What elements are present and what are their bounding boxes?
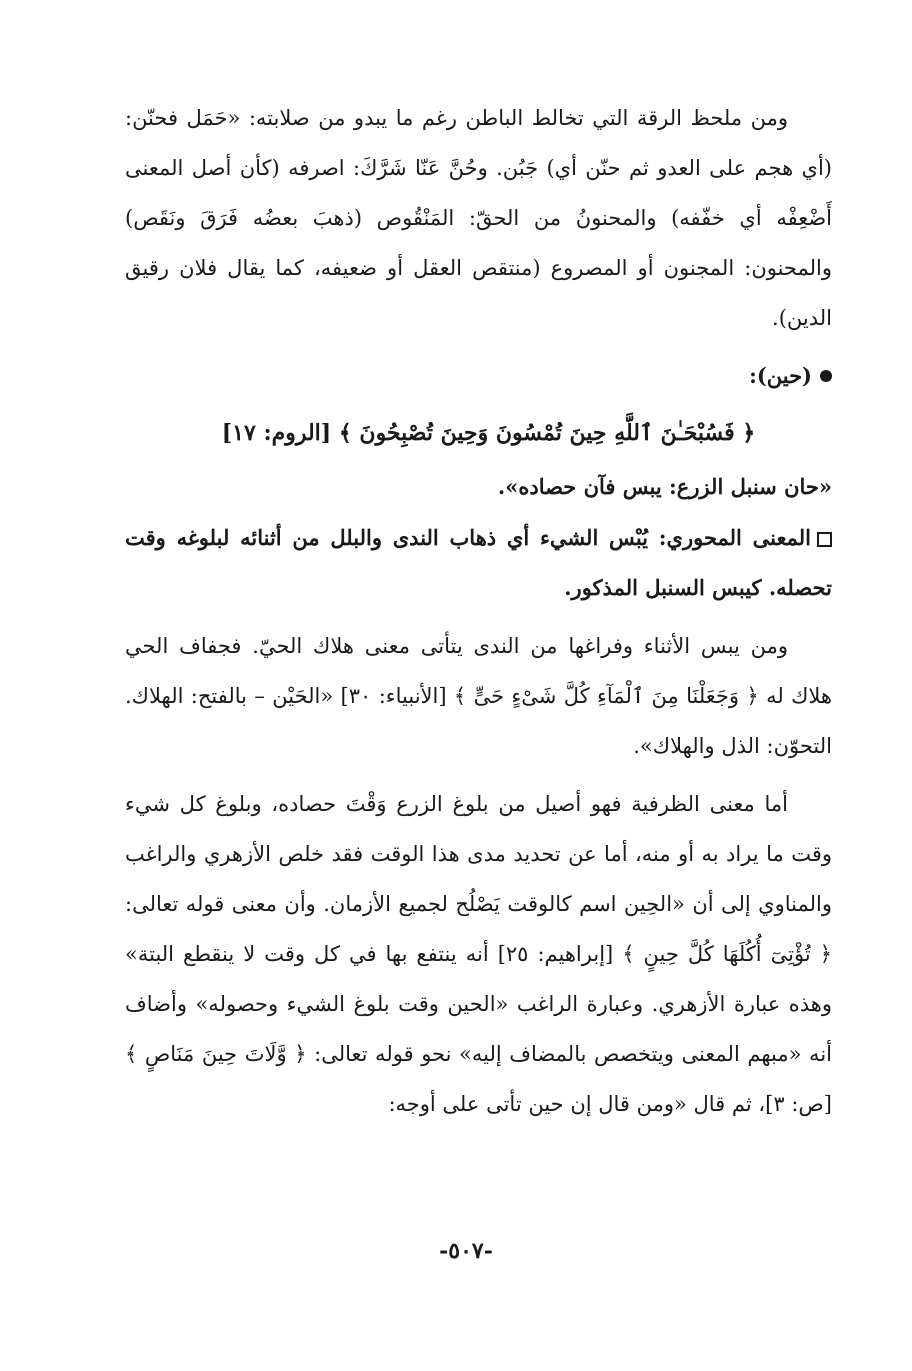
entry-heading-text: (حين): xyxy=(749,363,812,388)
page-number: -٥٠٧- xyxy=(439,1238,493,1264)
bullet-icon xyxy=(820,370,832,382)
central-meaning-text: المعنى المحوري: يُبْس الشيء أي ذهاب الندى والبلل من أثنائه لبلوغه وقت تحصله. كيبس السنبل المذكور. xyxy=(125,525,832,600)
paragraph-softness-meaning: ومن ملحظ الرقة التي تخالط الباطن رغم ما يبدو من صلابته: «حَمَل فحنّن: (أي هجم على العدو ثم حنّن أي) جَبُن. وحُنَّ عَنّا شَرَّكَ: اصرفه (كأن أصل المعنى أَضْعِفْه أي خفّفه) والمحنونُ من الحقّ: المَنْقُوص (ذهبَ بعضُه فَرَقَ ونَقَص) والمحنون: المجنون أو المصروع (منتقص العقل أو ضعيفه، كما يقال فلان رقيق الدين). xyxy=(125,106,832,330)
central-meaning xyxy=(125,513,832,613)
paragraph-time-meaning: أما معنى الظرفية فهو أصيل من بلوغ الزرع وَقْتَ حصاده، وبلوغ كل شيء وقت ما يراد به أو منه، أما عن تحديد مدى هذا الوقت فقد خلص الأزهري والراغب والمناوي إلى أن «الحِين اسم كالوقت يَصْلُح لجميع الأزمان. وأن معنى قوله تعالى: ﴿ تُؤْتِىٓ أُكُلَهَا كُلَّ حِينٍ ﴾ [إبراهيم: ٢٥] أنه ينتفع بها في كل وقت لا ينقطع البتة» وهذه عبارة الأزهري. وعبارة الراغب «الحين وقت بلوغ الشيء وحصوله» وأضاف أنه «مبهم المعنى ويتخصص بالمضاف إليه» نحو قوله تعالى: ﴿ وَّلَاتَ حِينَ مَنَاصٍ ﴾ [ص: ٣]، ثم قال «ومن قال إن حين تأتى على أوجه: xyxy=(125,792,832,1116)
quran-verse: ﴿ فَسُبْحَـٰنَ ٱللَّهِ حِينَ تُمْسُونَ وَحِينَ تُصْبِحُونَ ﴾ [الروم: ١٧] xyxy=(221,420,756,446)
page-body xyxy=(125,93,832,1137)
square-bullet-icon xyxy=(817,532,832,547)
paragraph-dryness-death: ومن يبس الأثناء وفراغها من الندى يتأتى معنى هلاك الحيّ. فجفاف الحي هلاك له ﴿ وَجَعَلْنَا مِنَ ٱلْمَآءِ كُلَّ شَىْءٍ حَىٍّ ﴾ [الأنبياء: ٣٠] «الحَيْن – بالفتح: الهلاك. التحوّن: الذل والهلاك». xyxy=(125,634,832,758)
entry-heading xyxy=(125,351,832,401)
dictionary-quote: «حان سنبل الزرع: يبس فآن حصاده». xyxy=(497,474,832,499)
